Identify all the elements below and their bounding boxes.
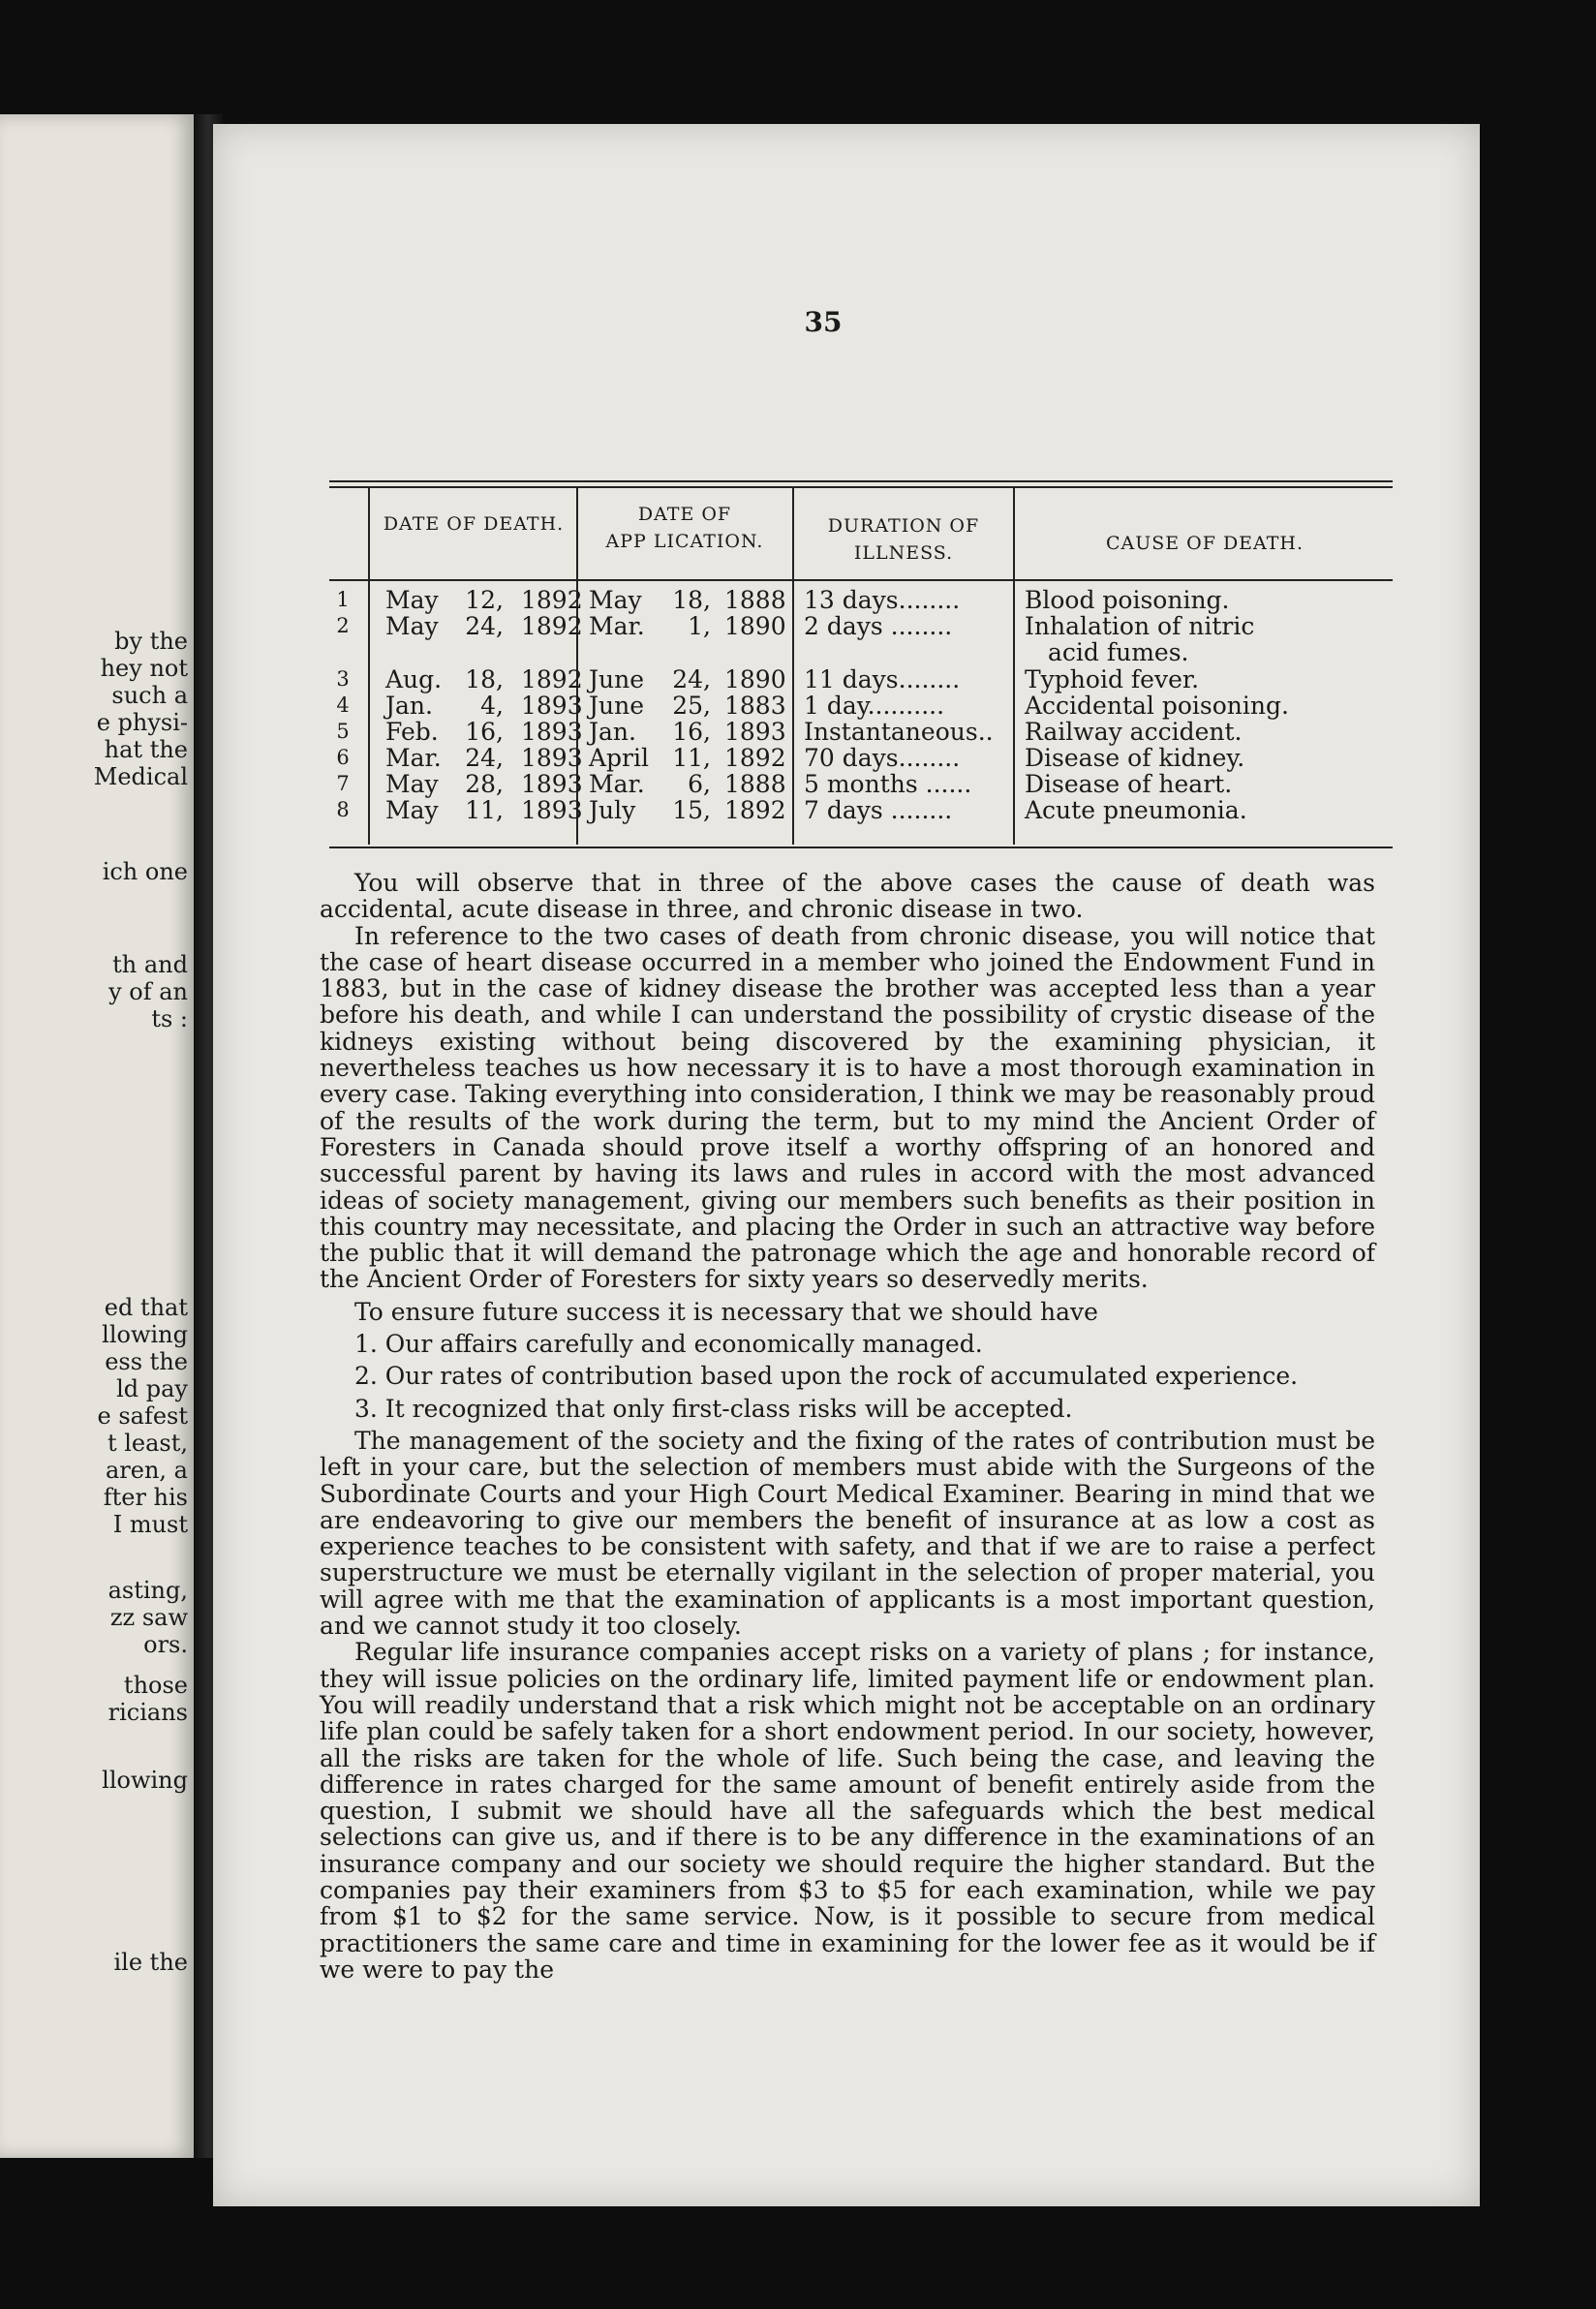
list-item: 1. Our affairs carefully and economically managed. [354, 1330, 983, 1359]
death-year: 1892 [521, 665, 583, 693]
death-year: 1892 [521, 586, 583, 614]
cause-of-death: Railway accident. [1025, 718, 1243, 746]
page-number: 35 [804, 306, 843, 338]
left-fragment: llowing [102, 1321, 188, 1348]
death-month: May [385, 612, 439, 640]
death-year: 1893 [521, 770, 583, 798]
row-number: 5 [336, 720, 350, 743]
death-month: May [385, 796, 439, 824]
death-year: 1893 [521, 718, 583, 746]
application-day: 11, [672, 744, 711, 772]
left-fragment: ich one [102, 858, 188, 885]
left-fragment: ors. [143, 1631, 188, 1658]
death-year: 1893 [521, 744, 583, 772]
header-duration-line2: ILLNESS. [853, 542, 954, 564]
death-day: 4, [480, 692, 504, 720]
table-top-rule [329, 486, 1393, 488]
cause-of-death: Disease of heart. [1025, 770, 1233, 798]
table-row [329, 613, 1393, 639]
death-year: 1892 [521, 612, 583, 640]
paragraph: To ensure future success it is necessary that we should have [354, 1297, 1098, 1326]
application-month: Mar. [589, 770, 645, 798]
list-item: 2. Our rates of contribution based upon the rock of accumulated experience. [354, 1362, 1299, 1391]
application-year: 1890 [724, 665, 786, 693]
application-year: 1888 [724, 770, 786, 798]
application-year: 1892 [724, 744, 786, 772]
death-month: May [385, 586, 439, 614]
left-fragment: those [123, 1672, 188, 1699]
row-number: 7 [336, 772, 350, 795]
left-fragment: ricians [107, 1699, 188, 1726]
left-fragment: y of an [108, 978, 188, 1005]
left-fragment: ed that [104, 1294, 188, 1321]
cause-of-death: Accidental poisoning. [1025, 692, 1289, 720]
application-day: 1, [688, 612, 711, 640]
table-top-rule [329, 480, 1393, 482]
table-row [329, 771, 1393, 797]
application-year: 1883 [724, 692, 786, 720]
cause-of-death: Blood poisoning. [1025, 586, 1230, 614]
table-bottom-rule [329, 847, 1393, 848]
left-fragment: hat the [104, 736, 188, 763]
death-month: May [385, 770, 439, 798]
application-month: April [589, 744, 649, 772]
application-month: June [589, 665, 645, 693]
illness-duration: 2 days ........ [804, 612, 953, 640]
header-date-of-death: DATE OF DEATH. [383, 513, 565, 535]
left-fragment: hey not [100, 655, 188, 682]
death-year: 1893 [521, 692, 583, 720]
left-fragment: aren, a [105, 1457, 188, 1484]
table-row [329, 693, 1393, 719]
header-cause-of-death: CAUSE OF DEATH. [1105, 533, 1304, 554]
illness-duration: 70 days........ [804, 744, 961, 772]
table-row [329, 666, 1393, 693]
death-day: 12, [465, 586, 504, 614]
left-fragment: zz saw [109, 1604, 188, 1631]
left-fragment: llowing [102, 1767, 188, 1794]
death-day: 16, [465, 718, 504, 746]
illness-duration: 1 day.......... [804, 692, 945, 720]
header-duration-line1: DURATION OF [827, 515, 980, 537]
illness-duration: 11 days........ [804, 665, 961, 693]
illness-duration: 7 days ........ [804, 796, 953, 824]
application-year: 1892 [724, 796, 786, 824]
application-day: 6, [688, 770, 711, 798]
cause-of-death: Disease of kidney. [1025, 744, 1245, 772]
main-page [213, 124, 1480, 2206]
left-fragment: ld pay [116, 1375, 188, 1402]
header-date-of-application-line2: APP LICATION. [605, 531, 764, 552]
row-number: 1 [336, 588, 350, 611]
paragraph: You will observe that in three of the above cases the cause of death was accidental, acute disease in three, and chronic disease in two. [320, 869, 1375, 924]
death-day: 18, [465, 665, 504, 693]
application-day: 25, [672, 692, 711, 720]
table-row [329, 587, 1393, 613]
left-fragment: e physi- [96, 709, 188, 736]
death-day: 24, [465, 744, 504, 772]
death-year: 1893 [521, 796, 583, 824]
cause-of-death: Inhalation of nitric [1025, 612, 1255, 640]
header-bottom-rule [329, 579, 1393, 581]
cause-of-death: Typhoid fever. [1025, 665, 1200, 693]
paragraph: Regular life insurance companies accept risks on a variety of plans ; for instance, they will issue policies on the ordinary life, limited payment life or endowment plan. You will readily understand that a risk which might not be acceptable on an ordinary life plan could be safely taken for a short endowment period. In our society, however, all the risks are taken for the whole of life. Such being the case, and leaving the difference in rates charged for the same amount of benefit entirely aside from the question, I submit we should have all the safeguards which the best medical selections can give us, and if there is to be any difference in the examinations of an insurance company and our society we should require the higher standard. But the companies pay their examiners from $3 to $5 for each examination, while we pay from $1 to $2 for the same service. Now, is it possible to secure from medical practitioners the same care and time in examining for the lower fee as it would be if we were to pay the [320, 1638, 1375, 1984]
application-month: Mar. [589, 612, 645, 640]
application-month: May [589, 586, 642, 614]
application-year: 1893 [724, 718, 786, 746]
illness-duration: 13 days........ [804, 586, 961, 614]
death-day: 28, [465, 770, 504, 798]
left-fragment: I must [112, 1511, 188, 1538]
death-month: Aug. [385, 665, 443, 693]
row-number: 8 [336, 798, 350, 821]
application-year: 1890 [724, 612, 786, 640]
left-fragment: ile the [113, 1949, 188, 1976]
table-row [329, 745, 1393, 771]
row-number: 6 [336, 746, 350, 769]
application-month: July [589, 796, 636, 824]
left-fragment: t least, [107, 1430, 188, 1457]
application-month: June [589, 692, 645, 720]
left-fragment: by the [114, 628, 188, 655]
row-number: 2 [336, 614, 350, 637]
death-month: Feb. [385, 718, 439, 746]
list-item: 3. It recognized that only first-class risks will be accepted. [354, 1394, 1073, 1423]
header-date-of-application-line1: DATE OF [637, 504, 732, 525]
death-table [329, 356, 1393, 860]
death-day: 24, [465, 612, 504, 640]
death-month: Mar. [385, 744, 442, 772]
row-number: 3 [336, 667, 350, 691]
application-day: 15, [672, 796, 711, 824]
left-fragment: ess the [105, 1348, 188, 1375]
cause-of-death: Acute pneumonia. [1025, 796, 1247, 824]
paragraph: In reference to the two cases of death from chronic disease, you will notice that the case of heart disease occurred in a member who joined the Endowment Fund in 1883, but in the case of kidney disease the brother was accepted less than a year before his death, and while I can understand the possibility of crystic disease of the kidneys existing without being discovered by the examining physician, it nevertheless teaches us how necessary it is to have a most thorough examination in every case. Taking everything into consideration, I think we may be reasonably proud of the results of the work during the term, but to my mind the Ancient Order of Foresters in Canada should prove itself a worthy offspring of an honored and successful parent by having its laws and rules in accord with the most advanced ideas of society management, giving our members such benefits as their position in this country may necessitate, and placing the Order in such an attractive way before the public that it will demand the patronage which the age and honorable record of the Ancient Order of Foresters for sixty years so deservedly merits. [320, 921, 1375, 1294]
left-fragment: such a [111, 682, 188, 709]
left-fragment: fter his [103, 1484, 188, 1511]
left-fragment: Medical [93, 763, 188, 790]
cause-of-death-continued: acid fumes. [1048, 638, 1189, 666]
left-fragment: th and [112, 951, 188, 978]
row-number: 4 [336, 693, 350, 717]
left-facing-page [0, 114, 194, 2158]
application-day: 16, [672, 718, 711, 746]
application-day: 18, [672, 586, 711, 614]
left-fragment: e safest [97, 1402, 188, 1430]
death-day: 11, [465, 796, 504, 824]
illness-duration: 5 months ...... [804, 770, 972, 798]
death-month: Jan. [385, 692, 433, 720]
left-fragment: asting, [107, 1577, 188, 1604]
left-fragment: ts : [151, 1005, 188, 1032]
illness-duration: Instantaneous.. [804, 718, 994, 746]
body-text [320, 870, 1375, 1983]
application-month: Jan. [589, 718, 636, 746]
application-day: 24, [672, 665, 711, 693]
application-year: 1888 [724, 586, 786, 614]
table-row [329, 797, 1393, 823]
table-row-continuation [329, 639, 1393, 665]
paragraph: The management of the society and the fixing of the rates of contribution must be left in your care, but the selection of members must abide with the Surgeons of the Subordinate Courts and your High Court Medical Examiner. Bearing in mind that we are endeavoring to give our members the benefit of insurance at as low a cost as experience teaches to be consistent with safety, and that if we are to raise a perfect superstructure we must be eternally vigilant in the selection of proper material, you will agree with me that the examination of applicants is a most important question, and we cannot study it too closely. [320, 1426, 1375, 1641]
table-row [329, 719, 1393, 745]
